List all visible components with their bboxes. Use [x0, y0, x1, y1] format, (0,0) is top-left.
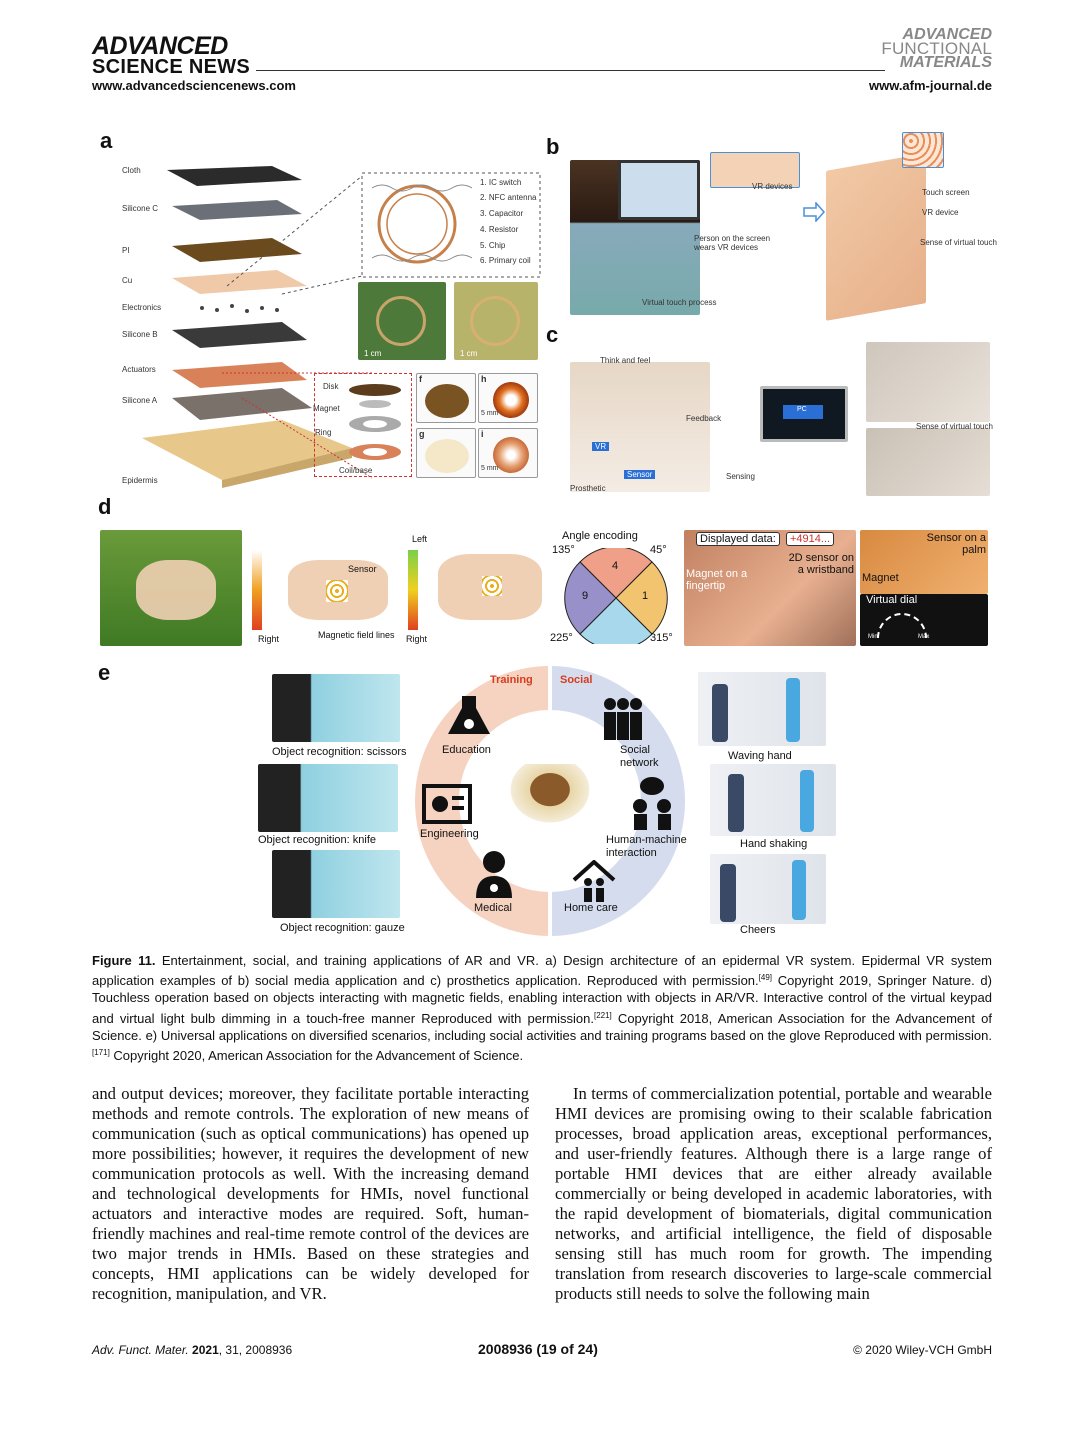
medical-icon: [474, 850, 514, 900]
subpanel-label: f: [419, 374, 422, 384]
education-icon: [446, 694, 492, 738]
education-label: Education: [442, 744, 491, 756]
virtual-touch-label: Virtual touch process: [642, 298, 717, 307]
hand-shaking-photo: [710, 764, 836, 836]
layer-label: PI: [122, 246, 130, 255]
panel-a-label: a: [100, 128, 113, 153]
panel-d: [100, 528, 996, 650]
glove-knife-photo: [258, 764, 398, 832]
actuator-part-label: Magnet: [313, 404, 340, 413]
social-network-icon: [600, 696, 646, 742]
social-network-label: Social network: [620, 744, 659, 769]
header-rule: [256, 70, 885, 71]
panel-d-label: d: [98, 494, 112, 519]
layer-label: Silicone B: [122, 330, 158, 339]
component-label: 4. Resistor: [480, 225, 519, 234]
caption-ref[interactable]: [221]: [593, 1010, 612, 1020]
waving-hand-photo: [698, 672, 826, 746]
prosthetic-arm-photo-1: [866, 342, 990, 422]
waving-label: Waving hand: [728, 750, 792, 762]
home-care-icon: [570, 860, 618, 904]
footer-page-number: 2008936 (19 of 24): [478, 1341, 598, 1357]
subpanel-g: [416, 428, 476, 478]
brand-line2: SCIENCE NEWS: [92, 56, 251, 78]
actuator-part-label: Disk: [323, 382, 339, 391]
touch-screen-inset: [902, 132, 944, 168]
human-machine-icon: [630, 776, 676, 832]
subpanel-i: [478, 428, 538, 478]
layer-label: Epidermis: [122, 476, 158, 485]
hmi-label: Human-machine interaction: [606, 834, 687, 859]
panel-c-label: c: [546, 322, 559, 347]
body-column-left: and output devices; moreover, they facilitate portable interacting methods and remote controls. The exploration of new means of communication (such as optical communications) has opened up more possibilities; however, it requires the development of new communication protocols as well. With the increasing demand and technological developments for HMIs, novel functional actuators and interactive modes are required. Soft, human-friendly machines and real-time remote control of the devices are two major trends in HMIs. Based on these strategies and concepts, HMI applications can be widely developed for recognition, manipulation, and VR.: [92, 1084, 529, 1303]
social-label: Social: [560, 674, 593, 686]
feedback-label: Feedback: [686, 414, 722, 423]
magnetic-lines-label: Magnetic field lines: [318, 630, 395, 640]
actuator-part-label: Ring: [315, 428, 332, 437]
layer-label: Electronics: [122, 303, 162, 312]
angle-135-label: 135°: [552, 544, 575, 556]
footer-citation: [92, 1343, 292, 1357]
angle-encoding-title: Angle encoding: [562, 530, 638, 542]
layer-label: Silicone C: [122, 204, 159, 213]
subpanel-label: h: [481, 374, 487, 384]
subpanel-label: g: [419, 429, 425, 439]
magnet-fingertip-label: Magnet on a fingertip: [686, 568, 748, 592]
sense-touch-label: Sense of virtual touch: [920, 238, 997, 247]
actuator-part-label: Coil/base: [339, 466, 373, 475]
displayed-data-value: +4914...: [786, 532, 834, 546]
person-note-label: Person on the screen wears VR devices: [694, 234, 771, 252]
angle-315-label: 315°: [650, 632, 673, 644]
hand-shaking-label: Hand shaking: [740, 838, 808, 850]
right-label: Right: [258, 634, 280, 644]
caption-label: Figure 11.: [92, 953, 156, 968]
prosthetic-arm-photo-2: [866, 428, 990, 496]
glove-scissors-photo: [272, 674, 400, 742]
component-label: 3. Capacitor: [480, 209, 524, 218]
subpanel-label: i: [481, 429, 484, 439]
citation-rest: , 31, 2008936: [218, 1343, 293, 1357]
circuit-photo-1: [358, 282, 446, 360]
caption-text: Entertainment, social, and training applications of AR and VR. a) Design architecture of an epidermal VR system. Epidermal VR system application examples of b) social media application and c) prosthetics application. Reproduced with permission.: [92, 953, 992, 989]
caption-text: Copyright 2019, Springer Nature. d) Touchless operation based on objects interacting with magnetic fields, enabling interaction with objects in AR/VR. Interactive control of the virtual keypad and virtual light bulb dimming in a touch-free manner Reproduced with permission.: [92, 973, 992, 1026]
journal-line2: FUNCTIONAL: [881, 39, 992, 58]
sensor-label: Sensor: [348, 564, 377, 574]
layer-label: Silicone A: [122, 396, 158, 405]
obj-scissors-label: Object recognition: scissors: [272, 746, 407, 758]
scale-bar-label: 5 mm: [481, 410, 499, 417]
body-column-right: In terms of commercialization potential, portable and wearable HMI devices are promising owing to their scalable fabrication processes, broad application areas, exceptional performances, and user-friendly features. Although there is a large range of portable HMI devices that are either already available commercially or being developed in academic laboratories, with the rapid development of biomaterials, digital communication networks, and artificial intelligence, the field of disposable sensing still has much room for growth. The impending translation from research discoveries to large-scale commercial products still needs to solve the following main: [555, 1084, 992, 1303]
quadrant-left-value: 9: [582, 590, 589, 602]
publisher-logo: [92, 34, 250, 76]
right-label: Right: [406, 634, 428, 644]
subpanel-h: [478, 373, 538, 423]
journal-line1: ADVANCED: [902, 26, 992, 43]
dial-min-label: Min: [868, 634, 878, 640]
engineering-icon: [422, 784, 472, 828]
wristband-sensor-label: 2D sensor on a wristband: [788, 552, 854, 576]
arm-photo: [826, 153, 926, 321]
pc-label: PC: [797, 406, 807, 413]
dial-max-label: Max: [918, 634, 930, 640]
angle-45-label: 45°: [650, 544, 667, 556]
medical-label: Medical: [474, 902, 512, 914]
panel-c: [570, 342, 993, 497]
glove-gauze-photo: [272, 850, 400, 918]
figure-caption: [92, 952, 992, 1064]
sensor-palm-label: Sensor on a palm: [926, 532, 986, 556]
scale-bar-label: 1 cm: [364, 349, 382, 358]
displayed-data-label: Displayed data:: [696, 532, 780, 546]
arrow-right-icon: [802, 202, 826, 222]
scale-bar-label: 5 mm: [481, 465, 499, 472]
scale-bar-label: 1 cm: [460, 349, 478, 358]
prosthetic-label: Prosthetic: [570, 484, 606, 493]
laptop-screen: [618, 160, 700, 220]
hands-on-grass-photo: [100, 530, 242, 646]
magnetic-field-illustration: [248, 530, 398, 646]
layer-label: Cu: [122, 276, 133, 285]
touch-screen-label: Touch screen: [922, 188, 970, 197]
caption-text: Copyright 2020, American Association for the Advancement of Science.: [109, 1048, 524, 1064]
citation-journal: Adv. Funct. Mater.: [92, 1343, 189, 1357]
subpanel-f: [416, 373, 476, 423]
component-label: 5. Chip: [480, 241, 506, 250]
cheers-label: Cheers: [740, 924, 776, 936]
journal-line3: MATERIALS: [899, 54, 992, 71]
sensing-label: Sensing: [726, 472, 755, 481]
training-label: Training: [490, 674, 533, 686]
journal-url[interactable]: www.afm-journal.de: [868, 78, 992, 93]
sense-touch-label: Sense of virtual touch: [916, 422, 993, 431]
magnet-label: Magnet: [862, 572, 899, 584]
publisher-url[interactable]: www.advancedsciencenews.com: [92, 78, 296, 93]
citation-year: 2021: [192, 1343, 219, 1357]
component-label: 2. NFC antenna: [480, 193, 537, 202]
caption-ref[interactable]: [49]: [758, 973, 772, 983]
vr-devices-label: VR devices: [752, 182, 793, 191]
footer-copyright: © 2020 Wiley-VCH GmbH: [853, 1343, 992, 1357]
obj-gauze-label: Object recognition: gauze: [280, 922, 405, 934]
panel-e-label: e: [98, 660, 111, 685]
quadrant-top-value: 4: [612, 560, 619, 572]
caption-text: Copyright 2018, American Association for the Advancement of Science. e) Universal applications on diversified scenarios, including social activities and training programs based on the glove Reproduced with permission.: [92, 1010, 992, 1043]
cheers-photo: [710, 854, 826, 924]
vr-device-label: VR device: [922, 208, 959, 217]
angle-225-label: 225°: [550, 632, 573, 644]
pc-monitor: [760, 386, 848, 442]
engineering-label: Engineering: [420, 828, 479, 840]
circuit-photo-2: [454, 282, 538, 360]
virtual-dial-label: Virtual dial: [866, 594, 918, 606]
think-feel-label: Think and feel: [600, 356, 651, 365]
panel-b: [570, 130, 997, 320]
layer-label: Cloth: [122, 166, 141, 175]
obj-knife-label: Object recognition: knife: [258, 834, 377, 846]
brand-line1: ADVANCED: [92, 32, 228, 60]
hand-left-right-illustration: [402, 530, 550, 646]
caption-ref[interactable]: [171]: [92, 1048, 110, 1058]
component-label: 6. Primary coil: [480, 256, 531, 265]
layer-label: Actuators: [122, 365, 156, 374]
actuator-exploded: [314, 373, 412, 477]
component-label: 1. IC switch: [480, 178, 522, 187]
glove-device-photo: [504, 764, 596, 828]
quadrant-right-value: 1: [642, 590, 649, 602]
journal-logo: [881, 28, 992, 70]
sensor-tag: Sensor: [624, 470, 655, 479]
left-label: Left: [412, 534, 428, 544]
home-care-label: Home care: [564, 902, 618, 914]
figure-11: [92, 118, 997, 948]
vr-tag: VR: [592, 442, 609, 451]
panel-b-label: b: [546, 134, 560, 159]
